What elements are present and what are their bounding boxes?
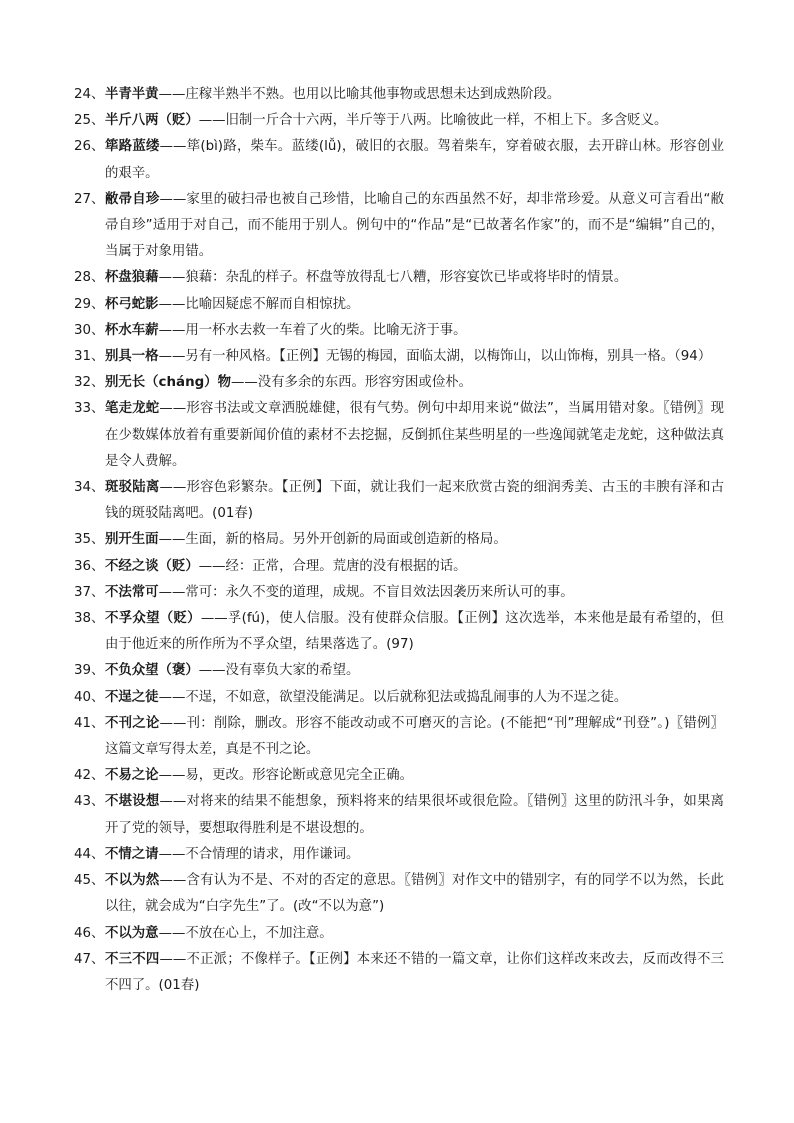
entry-body xyxy=(105,108,724,134)
entry-number: 33、 xyxy=(74,401,105,417)
idiom-term: 半青半黄 xyxy=(105,87,159,102)
idiom-term: 杯盘狼藉 xyxy=(105,270,159,286)
idiom-term: 敝帚自珍 xyxy=(105,191,160,207)
idiom-definition: ——含有认为不是、不对的否定的意思。〖错例〗对作文中的错别字，有的同学不以为然，长此以往，就会成为“白字先生”了。(改“不以为意”) xyxy=(105,873,724,915)
idiom-definition: ——不放在心上，不加注意。 xyxy=(158,925,333,941)
entry-number: 34、 xyxy=(74,480,105,496)
entry-body xyxy=(105,947,724,999)
entry-body xyxy=(105,344,724,370)
idiom-term: 不以为然 xyxy=(105,873,160,889)
entry-number: 35、 xyxy=(74,532,105,548)
entry-number: 24、 xyxy=(74,87,105,102)
idiom-term: 不刊之论 xyxy=(105,715,160,731)
idiom-definition: ——易，更改。形容论断或意见完全正确。 xyxy=(158,768,413,784)
idiom-entry xyxy=(74,527,724,553)
idiom-definition: ——生面，新的格局。另外开创新的局面或创造新的格局。 xyxy=(158,532,507,548)
idiom-term: 不负众望（褒） xyxy=(105,663,199,679)
entry-number: 30、 xyxy=(74,322,105,338)
idiom-term: 不经之谈（贬） xyxy=(105,558,199,574)
idiom-entry xyxy=(74,82,724,108)
idiom-definition: ——形容色彩繁杂。【正例】下面，就让我们一起来欣赏古瓷的细润秀美、古玉的丰腴有泽和古钱的斑驳陆离吧。(01春) xyxy=(105,480,724,522)
entry-body xyxy=(105,580,724,606)
idiom-definition: ——比喻因疑虑不解而自相惊扰。 xyxy=(158,296,360,312)
entry-body xyxy=(105,606,724,658)
entry-body xyxy=(105,789,724,841)
idiom-definition: ——庄稼半熟半不熟。也用以比喻其他事物或思想未达到成熟阶段。 xyxy=(158,87,561,102)
idiom-definition: ——不正派；不像样子。【正例】本来还不错的一篇文章，让你们这样改来改去，反而改得不三不四了。(01春) xyxy=(105,951,724,993)
idiom-entry xyxy=(74,685,724,711)
idiom-definition: ——另有一种风格。【正例】无锡的梅园，面临太湖，以梅饰山，以山饰梅，别具一格。（94） xyxy=(158,349,712,365)
entry-number: 42、 xyxy=(74,768,105,784)
entry-body xyxy=(105,475,724,527)
idiom-definition: ——经：正常，合理。荒唐的没有根据的话。 xyxy=(198,558,467,574)
idiom-definition: ——没有多余的东西。形容穷困或俭朴。 xyxy=(230,375,472,391)
entry-number: 41、 xyxy=(74,715,105,731)
idiom-term: 杯弓蛇影 xyxy=(105,296,159,312)
idiom-entry xyxy=(74,658,724,684)
idiom-definition: ——形容书法或文章洒脱雄健，很有气势。例句中却用来说“做法”，当属用错对象。〖错例〗现在少数媒体放着有重要新闻价值的素材不去挖掘，反倒抓住某些明星的一些逸闻就笔走龙蛇，这种做法真是令人费解。 xyxy=(105,401,725,469)
idiom-term: 别具一格 xyxy=(105,349,159,365)
idiom-definition: ——筚(bì)路，柴车。蓝缕(lǚ)，破旧的衣服。驾着柴车，穿着破衣服，去开辟山林。形容创业的艰辛。 xyxy=(105,139,724,181)
idiom-entry xyxy=(74,580,724,606)
entry-body xyxy=(105,527,724,553)
entry-body xyxy=(105,370,724,396)
idiom-definition: ——狼藉：杂乱的样子。杯盘等放得乱七八糟，形容宴饮已毕或将毕时的情景。 xyxy=(158,270,628,286)
idiom-entry xyxy=(74,187,724,266)
entry-number: 37、 xyxy=(74,584,105,600)
idiom-definition: ——旧制一斤合十六两，半斤等于八两。比喻彼此一样，不相上下。多含贬义。 xyxy=(198,113,668,129)
idiom-definition: ——用一杯水去救一车着了火的柴。比喻无济于事。 xyxy=(158,322,467,338)
idiom-definition: ——孚(fú)，使人信服。没有使群众信服。【正例】这次选举，本来他是最有希望的，但由于他近来的所作所为不孚众望，结果落选了。(97) xyxy=(105,611,724,653)
entry-body xyxy=(105,685,724,711)
entry-number: 36、 xyxy=(74,558,105,574)
entry-number: 40、 xyxy=(74,689,105,705)
idiom-entry xyxy=(74,606,724,658)
idiom-term: 笔走龙蛇 xyxy=(105,401,160,417)
idiom-entry xyxy=(74,370,724,396)
idiom-definition: ——对将来的结果不能想象，预料将来的结果很坏或很危险。〖错例〗这里的防汛斗争，如果离开了党的领导，要想取得胜利是不堪设想的。 xyxy=(105,794,724,836)
entry-number: 31、 xyxy=(74,349,105,365)
entry-body xyxy=(105,265,724,291)
entry-number: 32、 xyxy=(74,375,105,391)
idiom-entry xyxy=(74,921,724,947)
entry-number: 39、 xyxy=(74,663,105,679)
idiom-term: 斑驳陆离 xyxy=(105,480,160,496)
idiom-entry xyxy=(74,554,724,580)
entry-body xyxy=(105,868,724,920)
idiom-entry xyxy=(74,318,724,344)
idiom-entry xyxy=(74,711,724,763)
entry-number: 46、 xyxy=(74,925,105,941)
idiom-definition: ——没有辜负大家的希望。 xyxy=(198,663,360,679)
idiom-definition: ——家里的破扫帚也被自己珍惜，比喻自己的东西虽然不好，却非常珍爱。从意义可言看出“敝帚自珍”适用于对自己，而不能用于别人。例句中的“作品”是“已故著名作家”的，而不是“编辑”自己的，当属于对象用错。 xyxy=(105,191,725,260)
idiom-definition: ——常可：永久不变的道理，成规。不盲目效法因袭历来所认可的事。 xyxy=(158,584,574,600)
idiom-entry xyxy=(74,475,724,527)
idiom-term: 不以为意 xyxy=(105,925,159,941)
entry-number: 45、 xyxy=(74,873,105,889)
entry-body xyxy=(105,396,724,475)
entry-number: 43、 xyxy=(74,794,105,810)
idiom-entry xyxy=(74,763,724,789)
entry-body xyxy=(105,318,724,344)
idiom-entry xyxy=(74,108,724,134)
idiom-entry xyxy=(74,842,724,868)
entry-number: 25、 xyxy=(74,113,105,129)
idiom-entry xyxy=(74,292,724,318)
entry-body xyxy=(105,658,724,684)
entry-number: 44、 xyxy=(74,846,105,862)
idiom-entry xyxy=(74,396,724,475)
entry-number: 27、 xyxy=(74,191,105,207)
idiom-term: 半斤八两（贬） xyxy=(105,113,199,129)
idiom-term: 别开生面 xyxy=(105,532,159,548)
idiom-term: 不三不四 xyxy=(105,951,160,967)
idiom-list xyxy=(74,82,724,999)
idiom-term: 别无长（cháng）物 xyxy=(105,375,231,391)
entry-body xyxy=(105,763,724,789)
idiom-term: 不堪设想 xyxy=(105,794,160,810)
idiom-definition: ——不逞，不如意，欲望没能满足。以后就称犯法或捣乱闹事的人为不逞之徒。 xyxy=(158,689,628,705)
entry-number: 26、 xyxy=(74,139,105,155)
idiom-definition: ——不合情理的请求，用作谦词。 xyxy=(158,846,360,862)
idiom-definition: ——刊：削除，删改。形容不能改动或不可磨灭的言论。(不能把“刊”理解成“刊登”。)〖错例〗这篇文章写得太差，真是不刊之论。 xyxy=(105,715,724,758)
idiom-entry xyxy=(74,344,724,370)
idiom-term: 不法常可 xyxy=(105,584,159,600)
entry-body xyxy=(105,292,724,318)
entry-body xyxy=(105,842,724,868)
idiom-term: 不孚众望（贬） xyxy=(105,611,201,627)
idiom-term: 杯水车薪 xyxy=(105,322,159,338)
idiom-term: 不易之论 xyxy=(105,768,159,784)
entry-body xyxy=(105,921,724,947)
idiom-entry xyxy=(74,947,724,999)
idiom-term: 不逞之徒 xyxy=(105,689,159,705)
entry-body xyxy=(105,554,724,580)
entry-body xyxy=(105,82,724,108)
entry-number: 47、 xyxy=(74,951,105,967)
idiom-entry xyxy=(74,265,724,291)
idiom-entry xyxy=(74,134,724,186)
entry-body xyxy=(105,711,724,763)
idiom-entry xyxy=(74,868,724,920)
idiom-term: 筚路蓝缕 xyxy=(105,139,160,155)
idiom-entry xyxy=(74,789,724,841)
entry-number: 29、 xyxy=(74,296,105,312)
idiom-term: 不情之请 xyxy=(105,846,159,862)
entry-body xyxy=(105,134,724,186)
entry-number: 38、 xyxy=(74,611,105,627)
entry-number: 28、 xyxy=(74,270,105,286)
entry-body xyxy=(105,187,724,266)
